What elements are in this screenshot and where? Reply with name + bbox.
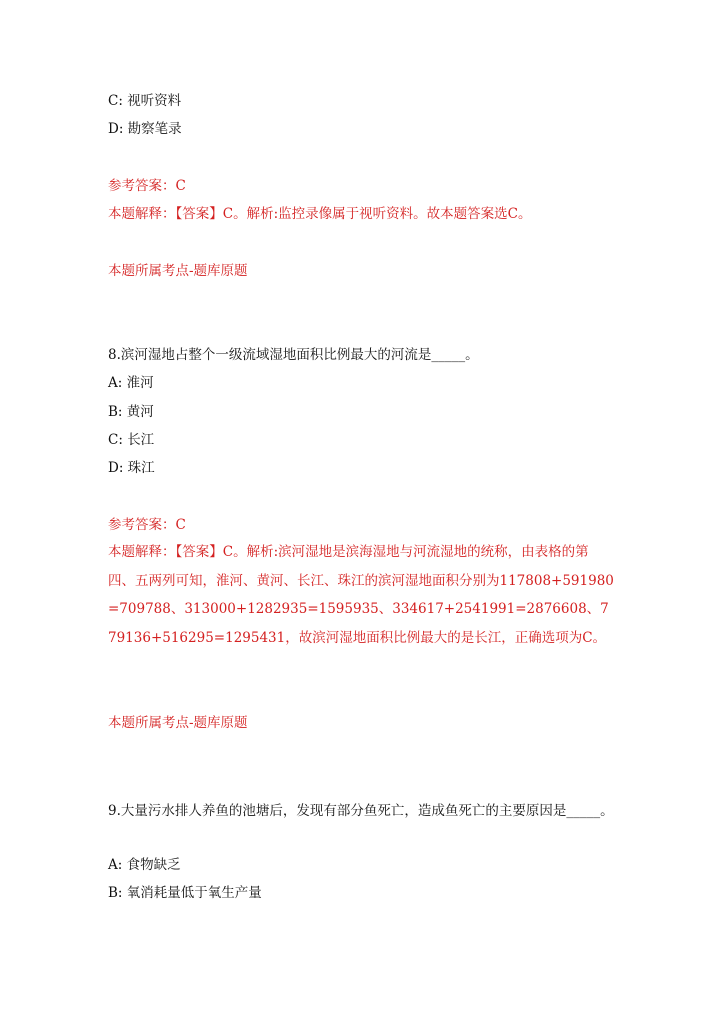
option-d [108,119,620,139]
option-text: 长江 [127,432,155,448]
explanation: 本题解释：【答案】C。解析:监控录像属于视听资料。故本题答案选C。 [108,206,532,222]
option-text: 食物缺乏 [126,857,181,873]
question-8-text: 8.滨河湿地占整个一级流域湿地面积比例最大的河流是_____。 [108,347,479,363]
option-a [108,373,620,393]
option-text: 黄河 [126,404,154,420]
answer-line: 参考答案：C [108,517,186,533]
answer-line: 参考答案：C [108,178,186,194]
explanation: 本题解释：【答案】C。解析:滨河湿地是滨海湿地与河流湿地的统称，由表格的第四、五两列可知，淮河、黄河、长江、珠江的滨河湿地面积分别为117808+591980=709788、313000+1282935=1595935、334617+2541991=2876608、779136+516295=1295431，故滨河湿地面积比例最大的是长江，正确选项为C。 [108,544,614,646]
category-line: 本题所属考点-题库原题 [108,715,248,731]
option-b [108,402,620,422]
option-c [108,91,620,111]
option-letter: D: [108,460,124,476]
option-text: 视听资料 [127,93,182,109]
option-c [108,430,620,450]
option-text: 氧消耗量低于氧生产量 [126,885,262,901]
option-letter: C: [108,93,123,109]
category-line: 本题所属考点-题库原题 [108,263,248,279]
option-a [108,855,620,875]
option-letter: A: [108,375,123,391]
option-text: 勘察笔录 [127,121,182,137]
option-b [108,883,620,903]
option-d [108,458,620,478]
option-text: 淮河 [126,375,154,391]
option-letter: B: [108,885,123,901]
question-9-text: 9.大量污水排人养鱼的池塘后，发现有部分鱼死亡，造成鱼死亡的主要原因是_____。 [108,803,614,819]
option-letter: A: [108,857,123,873]
option-letter: B: [108,404,123,420]
option-text: 珠江 [127,460,155,476]
option-letter: C: [108,432,123,448]
option-letter: D: [108,121,124,137]
